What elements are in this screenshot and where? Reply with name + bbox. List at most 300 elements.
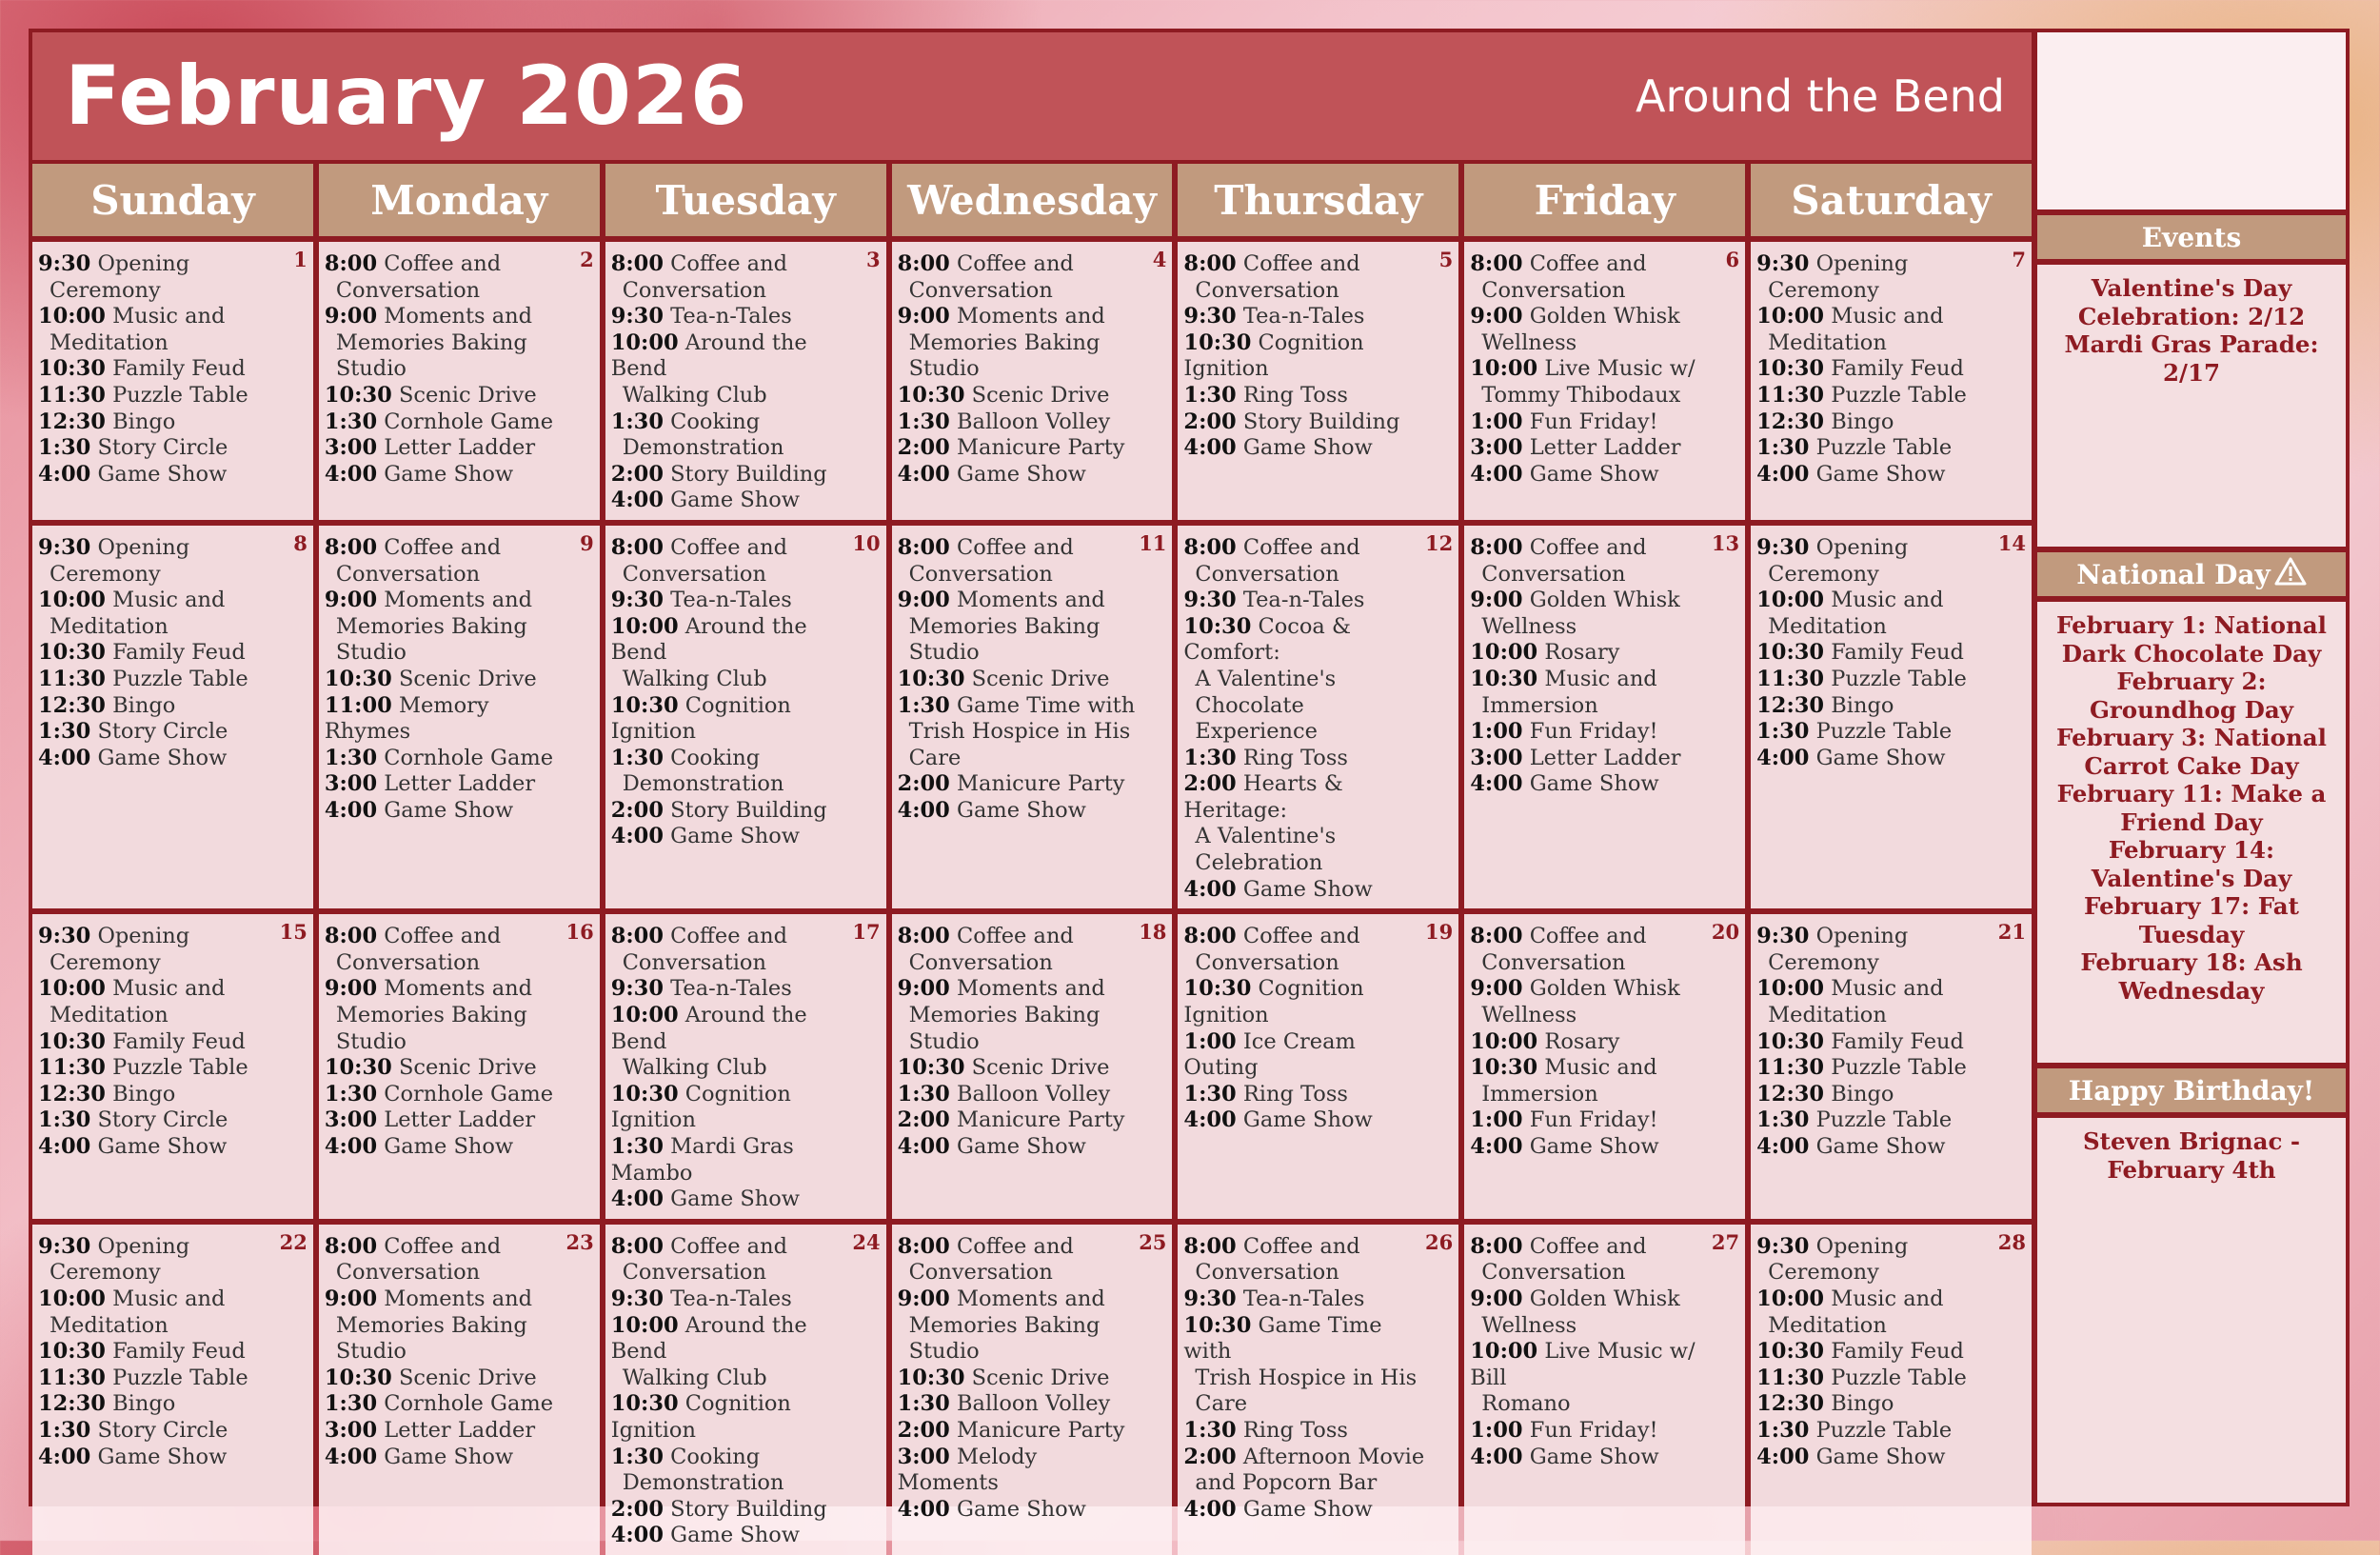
activity-name: Family Feud [1831, 1339, 1964, 1365]
activity [325, 251, 594, 304]
activity-name: Coffee and [670, 534, 787, 560]
activity [1183, 330, 1453, 383]
activity [38, 924, 307, 976]
activity [898, 251, 1167, 304]
activity [1470, 462, 1739, 488]
activity-name: Story Building [670, 461, 827, 487]
activity-name: Live Music w/ Bill [1470, 1339, 1696, 1390]
activity-time: 11:30 [38, 1365, 106, 1390]
activity [898, 1134, 1167, 1161]
calendar-header [32, 32, 2032, 160]
activity-name-continued: Memories Baking Studio [908, 613, 1101, 666]
activity-name: Story Circle [97, 1107, 228, 1133]
day-cell [892, 242, 1173, 520]
activity-time: 8:00 [1183, 924, 1237, 949]
activity-time: 8:00 [1183, 251, 1237, 276]
activity [1756, 640, 2026, 667]
day-cell [605, 526, 886, 908]
activity-time: 1:30 [1756, 435, 1810, 461]
activity [611, 1234, 881, 1286]
activity-name-continued: Conversation [1481, 1260, 1626, 1286]
day-cell [1751, 914, 2032, 1219]
activity-name-continued: Meditation [1768, 613, 1887, 639]
activity-time: 8:00 [610, 534, 664, 560]
activity-name-continued: A Valentine's Celebration [1195, 824, 1337, 876]
day-number: 16 [565, 920, 594, 945]
activity-name: Bingo [112, 1391, 176, 1417]
activity [1756, 462, 2026, 488]
activity-time: 9:00 [897, 1286, 950, 1311]
day-number: 8 [293, 530, 307, 555]
activity [1183, 1497, 1453, 1524]
activity [1470, 251, 1739, 304]
activity-name-continued: Trish Hospice in His Care [1195, 1365, 1418, 1417]
activity-name: Manicure Party [957, 771, 1125, 797]
activity [38, 435, 307, 462]
activity-time: 9:00 [897, 304, 950, 329]
activity-name: Game Show [670, 1523, 801, 1548]
activity [898, 1366, 1167, 1392]
activity-name: Family Feud [112, 356, 246, 382]
activity [1470, 1107, 1739, 1134]
activity [1183, 771, 1453, 876]
activity-time: 1:30 [1756, 719, 1810, 745]
month-title: February 2026 [65, 49, 748, 144]
activity [325, 1391, 594, 1418]
day-number: 12 [1425, 530, 1454, 555]
activity-name: Opening [97, 924, 190, 949]
event-item: Valentine's Day Celebration: 2/12 [2077, 274, 2306, 330]
activity-name-continued: Ceremony [50, 1260, 161, 1286]
activity-name: Opening [1815, 251, 1909, 276]
activity-name-continued: Conversation [622, 1260, 766, 1286]
activity [1756, 535, 2026, 588]
activity [325, 1082, 594, 1108]
activity-time: 9:00 [897, 976, 950, 1002]
activity [325, 409, 594, 436]
activity-time: 10:30 [38, 1028, 106, 1054]
activity-time: 9:00 [1470, 304, 1523, 329]
day-number: 9 [580, 530, 594, 555]
activity [38, 383, 307, 409]
activity-time: 9:30 [38, 251, 91, 276]
activity-time: 1:00 [1470, 719, 1523, 745]
activity-time: 12:30 [38, 692, 106, 718]
activity [1183, 588, 1453, 614]
activity-name: Game Show [1242, 1496, 1373, 1522]
activity [38, 356, 307, 383]
activity [325, 693, 594, 746]
national-day-title: National Day [2076, 558, 2271, 590]
activity-name: Coffee and [670, 924, 787, 949]
activity-name: Moments and [384, 304, 533, 329]
activity-name-continued: Conversation [1195, 949, 1339, 975]
activity-time: 10:30 [1183, 613, 1252, 639]
activity-time: 3:00 [324, 1417, 378, 1443]
activity [611, 924, 881, 976]
activity-time: 1:30 [1183, 1417, 1237, 1443]
activity-time: 4:00 [897, 797, 950, 823]
activity-name: Coffee and [384, 534, 502, 560]
activity [611, 1082, 881, 1134]
activity-time: 12:30 [1756, 692, 1825, 718]
activity [38, 1286, 307, 1339]
activity-name: Bingo [1831, 692, 1894, 718]
activity-time: 10:30 [610, 692, 679, 718]
activity [1756, 356, 2026, 383]
day-cell [892, 1225, 1173, 1555]
activity-name-continued: Walking Club [622, 382, 767, 408]
activity-time: 4:00 [38, 1444, 91, 1469]
activity-name: Manicure Party [957, 435, 1125, 461]
activity [898, 924, 1167, 976]
activity-name: Letter Ladder [384, 1107, 536, 1133]
activity-name: Golden Whisk [1529, 588, 1680, 613]
activity-name: Coffee and [670, 251, 787, 276]
activity-name-continued: Wellness [1481, 613, 1577, 639]
birthday-item: Steven Brignac - February 4th [2082, 1127, 2301, 1184]
activity-name: Puzzle Table [1831, 666, 1967, 691]
activity [1183, 746, 1453, 772]
activity-time: 4:00 [1756, 1134, 1810, 1159]
activity [611, 409, 881, 462]
activity [1756, 304, 2026, 356]
activity-time: 10:30 [38, 640, 106, 666]
activity-name: Opening [97, 251, 190, 276]
activity-name-continued: Meditation [50, 329, 169, 355]
national-day-item: February 3: National Carrot Cake Day [2056, 724, 2327, 780]
activity [1183, 1445, 1453, 1497]
activity-name: Story Circle [97, 1417, 228, 1443]
activity-name: Coffee and [957, 1233, 1074, 1259]
activity-name-continued: Memories Baking Studio [335, 613, 527, 666]
activity [325, 976, 594, 1055]
activity-time: 10:30 [324, 382, 392, 408]
activity-time: 8:00 [1183, 1233, 1237, 1259]
activity-time: 10:30 [1470, 666, 1538, 691]
activity-name: Game Show [670, 824, 801, 849]
day-number: 28 [1997, 1229, 2026, 1254]
activity [1183, 1029, 1453, 1082]
activity-name: Family Feud [112, 1028, 246, 1054]
activity-name: Coffee and [957, 251, 1074, 276]
activity-name: Live Music w/ [1544, 356, 1696, 382]
activity-name-continued: Conversation [335, 949, 481, 975]
activity-time: 11:30 [1756, 382, 1825, 408]
day-cell [319, 242, 600, 520]
activity [1756, 693, 2026, 720]
activity-time: 4:00 [1470, 461, 1523, 487]
activity-time: 12:30 [1756, 1081, 1825, 1106]
activity [1470, 535, 1739, 588]
activity [38, 640, 307, 667]
weekday-saturday: Saturday [1751, 164, 2032, 236]
activity-time: 9:00 [897, 588, 950, 613]
activity [611, 824, 881, 850]
activity-time: 9:30 [1756, 251, 1810, 276]
activity-time: 12:30 [38, 1391, 106, 1417]
activity-time: 8:00 [324, 534, 378, 560]
activity-name: Coffee and [957, 924, 1074, 949]
activity-name: Fun Friday! [1529, 409, 1658, 434]
activity [325, 667, 594, 693]
activity-time: 10:30 [610, 1081, 679, 1106]
activity-name: Game Show [384, 1444, 514, 1469]
activity-time: 10:00 [610, 329, 679, 355]
activity-name: Cooking [670, 409, 761, 434]
community-name: Around the Bend [1636, 70, 2005, 122]
activity-time: 1:30 [1183, 745, 1237, 770]
activity-name: Moments and [384, 976, 533, 1002]
day-number: 14 [1997, 530, 2026, 555]
activity-name: Ring Toss [1242, 1081, 1348, 1106]
day-cell [1464, 1225, 1745, 1555]
activity-time: 11:30 [1756, 1055, 1825, 1081]
activity-name-continued: Conversation [1195, 561, 1339, 587]
activity-name: Music and [112, 1286, 226, 1311]
activity-name: Game Show [1815, 1444, 1946, 1469]
activity [1756, 383, 2026, 409]
activity-name: Scenic Drive [398, 1055, 537, 1081]
activity-time: 12:30 [38, 1081, 106, 1106]
activity [611, 488, 881, 514]
activity-name-continued: Conversation [908, 277, 1053, 303]
activity-name: Story Building [1242, 409, 1400, 434]
activity [898, 535, 1167, 588]
activity-name: Puzzle Table [1831, 382, 1967, 408]
activity-name: Golden Whisk [1529, 976, 1680, 1002]
day-number: 4 [1152, 248, 1167, 271]
activity [38, 1082, 307, 1108]
activity [898, 435, 1167, 462]
activity [1183, 535, 1453, 588]
activity-name: Opening [1815, 1233, 1909, 1259]
activity-name-continued: Walking Club [622, 666, 767, 691]
activity-name: Cornhole Game [384, 409, 554, 434]
activity-time: 1:30 [610, 745, 664, 770]
activity-name-continued: Memories Baking Studio [908, 1312, 1101, 1365]
activity-time: 3:00 [324, 1107, 378, 1133]
activity-time: 10:00 [1470, 640, 1538, 666]
activity-name-continued: Walking Club [622, 1055, 767, 1081]
calendar-main [32, 32, 2032, 1548]
activity-time: 11:30 [38, 666, 106, 691]
activity-name-continued: Ceremony [1768, 1260, 1879, 1286]
activity-name-continued: Immersion [1481, 692, 1598, 718]
activity-time: 10:30 [324, 666, 392, 691]
activity [611, 462, 881, 488]
activity-time: 1:30 [610, 1444, 664, 1469]
events-heading: Events [2037, 215, 2346, 259]
activity [1183, 435, 1453, 462]
activity-time: 2:00 [897, 771, 950, 797]
activity-time: 10:00 [1756, 976, 1825, 1002]
activity [1183, 1286, 1453, 1313]
activity [898, 588, 1167, 667]
activity [611, 1391, 881, 1444]
activity-time: 1:30 [38, 1417, 91, 1443]
activity-time: 9:00 [324, 1286, 378, 1311]
activity-name-continued: Conversation [335, 561, 481, 587]
activity-name: Mardi Gras Mambo [610, 1134, 794, 1186]
activity [325, 588, 594, 667]
activity-name: Music and [1544, 666, 1657, 691]
activity [1756, 1234, 2026, 1286]
activity-time: 9:30 [1183, 588, 1237, 613]
activity-name: Letter Ladder [384, 1417, 536, 1443]
activity-name: Manicure Party [957, 1107, 1125, 1133]
activity [38, 1445, 307, 1471]
activity [898, 304, 1167, 383]
activity [1470, 588, 1739, 640]
day-cell [605, 914, 886, 1219]
activity-name: Game Show [1529, 461, 1659, 487]
activity-name: Story Building [670, 797, 827, 823]
activity-name-continued: Conversation [908, 1260, 1053, 1286]
activity-time: 9:30 [38, 534, 91, 560]
activity-time: 1:30 [610, 1134, 664, 1159]
activity-time: 1:30 [324, 745, 378, 770]
activity-name: Coffee and [1529, 251, 1647, 276]
activity [1756, 409, 2026, 436]
activity [611, 693, 881, 746]
activity-name: Puzzle Table [1815, 719, 1953, 745]
activity-name: Coffee and [1242, 251, 1360, 276]
activity-name-continued: Conversation [335, 1260, 481, 1286]
activity-name: Letter Ladder [384, 435, 536, 461]
activity-name: Moments and [957, 976, 1105, 1002]
activity-time: 10:00 [38, 588, 106, 613]
day-cell [32, 526, 313, 908]
activity-name: Tea-n-Tales [1242, 304, 1365, 329]
activity-time: 4:00 [1183, 1107, 1237, 1133]
activity-time: 2:00 [897, 1417, 950, 1443]
activity-time: 1:00 [1470, 1107, 1523, 1133]
activity [1470, 356, 1739, 409]
activity-time: 9:30 [1183, 1286, 1237, 1311]
activity [1183, 409, 1453, 436]
activity-time: 9:00 [324, 588, 378, 613]
activity-name: Game Show [670, 1186, 801, 1212]
activity-time: 4:00 [38, 1134, 91, 1159]
activity [1756, 1339, 2026, 1366]
day-number: 1 [293, 248, 307, 271]
activity-time: 10:00 [610, 613, 679, 639]
activity-name: Coffee and [1529, 1233, 1647, 1259]
activity-name: Tea-n-Tales [670, 304, 792, 329]
activity-name: Tea-n-Tales [670, 976, 792, 1002]
activity-time: 8:00 [897, 534, 950, 560]
activity-time: 8:00 [897, 1233, 950, 1259]
activity-name: Game Show [1242, 876, 1373, 902]
activity-name-continued: Romano [1481, 1391, 1571, 1417]
event-item: Mardi Gras Parade: 2/17 [2064, 330, 2319, 387]
activity-time: 10:00 [1756, 304, 1825, 329]
activity-name-continued: Wellness [1481, 1312, 1577, 1338]
activity-name: Game Show [957, 797, 1086, 823]
activity [898, 798, 1167, 825]
birthday-panel [2037, 1118, 2346, 1503]
activity-time: 10:00 [1470, 356, 1538, 382]
activity [611, 1134, 881, 1186]
activity-name: Cornhole Game [384, 1081, 554, 1106]
activity [325, 1055, 594, 1082]
activity-time: 10:00 [610, 1003, 679, 1028]
activity [898, 1286, 1167, 1366]
activity-time: 3:00 [324, 771, 378, 797]
activity [1183, 1234, 1453, 1286]
activity-name-continued: Meditation [1768, 1312, 1887, 1338]
activity-name: Cognition Ignition [610, 1391, 791, 1443]
activity [1470, 435, 1739, 462]
activity-time: 8:00 [897, 251, 950, 276]
calendar-frame [29, 29, 2350, 1548]
activity [1756, 588, 2026, 640]
weekday-thursday: Thursday [1178, 164, 1458, 236]
activity-name: Music and [1831, 588, 1944, 613]
activity-time: 10:30 [1183, 976, 1252, 1002]
activity-name: Scenic Drive [971, 1055, 1110, 1081]
activity-name-continued: Conversation [1481, 949, 1626, 975]
day-number: 3 [865, 248, 881, 271]
activity-name: Balloon Volley [957, 1081, 1111, 1106]
activity [898, 1055, 1167, 1082]
activity-time: 11:30 [1756, 1365, 1825, 1390]
activity [1183, 251, 1453, 304]
activity [611, 1445, 881, 1497]
activity-time: 10:30 [1756, 640, 1825, 666]
activity-name: Cooking [670, 745, 761, 770]
activity [38, 976, 307, 1028]
activity-time: 12:30 [1756, 409, 1825, 434]
activity-name: Coffee and [1242, 534, 1360, 560]
day-cell [319, 526, 600, 908]
activity-time: 10:30 [38, 1339, 106, 1365]
activity-name: Game Show [97, 461, 228, 487]
activity-time: 1:30 [1183, 1081, 1237, 1106]
activity-time: 12:30 [1756, 1391, 1825, 1417]
activity-name: Letter Ladder [384, 771, 536, 797]
day-cell [319, 1225, 600, 1555]
activity-time: 9:30 [610, 1286, 664, 1311]
activity-name: Coffee and [1529, 924, 1647, 949]
activity-name: Puzzle Table [1815, 1107, 1953, 1133]
activity-name-continued: Memories Baking Studio [335, 329, 527, 382]
activity [1756, 1107, 2026, 1134]
activity-name-continued: Tommy Thibodaux [1481, 382, 1681, 408]
activity-name-continued: Ceremony [1768, 277, 1879, 303]
activity-name: Coffee and [384, 924, 502, 949]
activity-time: 3:00 [1470, 435, 1523, 461]
activity-name: Game Show [1242, 1107, 1373, 1133]
activity-name: Game Show [670, 488, 801, 513]
national-day-item: February 14: Valentine's Day [2091, 836, 2292, 892]
day-number: 6 [1725, 248, 1740, 271]
activity-time: 4:00 [38, 745, 91, 770]
activity [898, 1445, 1167, 1497]
activity-name: Tea-n-Tales [670, 588, 792, 613]
activity-time: 10:30 [38, 356, 106, 382]
activity-time: 1:30 [324, 1081, 378, 1106]
activity [1183, 877, 1453, 904]
activity-time: 4:00 [1470, 771, 1523, 797]
activity [898, 409, 1167, 436]
activity-name: Game Show [1529, 1134, 1659, 1159]
activity-time: 10:30 [897, 382, 965, 408]
activity-time: 4:00 [897, 461, 950, 487]
activity-time: 10:30 [1470, 1055, 1538, 1081]
activity-name: Cognition Ignition [610, 1081, 791, 1133]
